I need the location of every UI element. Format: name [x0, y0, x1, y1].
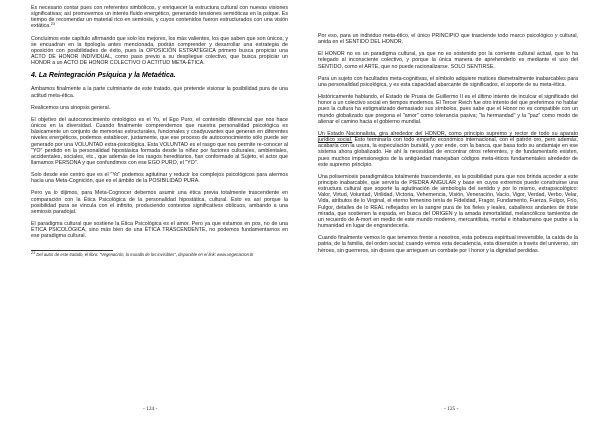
left-page-text [31, 5, 288, 257]
paragraph: Por eso, para un individuo meta-ético, el único PRINCIPIO que trasciende todo marco psicológico y cultural, anida en el SENTIDO DEL HONOR. [318, 33, 578, 46]
paragraph-text: Es necesario contar pues con referentes simbólicos, y enriquecer la estructura cultural con nuevas visiones significativas; así promovemos un interés fluido energético, generando tensiones semióticas en la psique. Es tiempo de recomendar un material rico en semiosis, y cuyos contenidos fueron estructurados con una visión extática. [31, 5, 288, 30]
underlined-sentence: Un Estado Nacionalista, gira alrededor del HONOR, como principio supremo y rector de todo su aparato jurídico social. [318, 130, 578, 144]
paragraph: El paradigma cultural que sostiene la Ética Psicológica es el amor. Pero ya que estamos en pos, no de una ÉTICA PSICOLÓGICA, sino más bien de una ÉTICA TRASCENDENTE, no podemos fundamentarnos en ese paradigma cultural. [31, 221, 288, 240]
footnote-text: Del autor de este tratado, el libro: "Vegenacrón, la muralla de los invisibles", disponible en el link: www.vegenacron.tk [36, 251, 254, 257]
page-number: - 124 - [143, 406, 158, 412]
paragraph [318, 131, 578, 168]
paragraph [31, 5, 288, 30]
paragraph: Ambamos finalmente a la parte culminante de este tratado, que pretende visionar la posibilidad pura de una actitud meta-ética. [31, 86, 288, 99]
paragraph: Históricamente hablando, el Estado de Prusia de Guillermo II es el último intento de inculcar el significado del honor a un colectivo social en tiempos modernos. El Tercer Reich fue otro intento del que preferimos no hablar pues la cultura ha estigmatizado demasiado sus símbolos, pues sabe que el Honor no es compatible con un mundo globalizado que pregona el "amor" como tolerancia pasiva; "la hermandad" y la "paz" como modo de alienar el camino hacia el gobierno mundial. [318, 94, 578, 125]
paragraph: El HONOR no es un paradigma cultural, ya que no es sostenido por la corriente cultural actual, que lo ha relegado al inconsciente colectivo, y porque la única manera de aprehenderlo es mediante el uso del SENTIDO, como el ARTE, que no puede racionalizarse. SOLO SENTIRSE. [318, 51, 578, 70]
paragraph: Pero ya lo dijimos, para Meta-Cognocer debemos asumir una ética previa totalmente trascendente en comparación con la Ética Psicológica de la personalidad hipostática, cultural. Esto es así porque la posibilidad pura se vincula con el infinito, produciendo contextos significativos oblicuos, ambando a una semiosis paradojal. [31, 190, 288, 215]
paragraph: Cuando finalmente vemos lo que tenemos frente a nosotros, esta pobreza espiritual irreversible, la caída de la patria, de la familia, del orden social; cuando vemos esta decadencia, esta disensión a través del universo, sin héroes, sin guerreros, sin dioses que arrieguen un combate por l honor y la dignidad perdidas. [318, 235, 578, 254]
footnote-divider [31, 250, 113, 251]
paragraph: El objetivo del autoconocimiento ontológico es el Yo, el Ego Puro, el contenido diferencial que nos hace únicos en la diversidad. Cuando finalmente comprendemos que nuestra personalidad psicológica es básicamente un conjunto de memorias estructurales, funcionales y coadyuvantes que generan en diferentes niveles energéticos, podemos establecer, justamente, que ese proceso de autoconocimiento sólo puede ser generado por una VOLUNTAD extra-psicológica. Esta VOLUNTAD es el rasgo que nos permite re-conocer al "YO" perdido en la personalidad hipostásica formada desde la niñez por factores culturales, ambientales, accidentales, sociales, etc., que además de los rasgos hereditarios, han conformado al Sujeto, el actor que llamamos PERSONA y que confundimos con ese EGO PURO, el "YO". [31, 116, 288, 166]
paragraph: Una polisemiosis paradigmática totalmente trascendente, es la posibilidad pura que nos brinda acceder a este principio inabarcable, que serviría de PIEDRA ANGULAR y base en cuyos extremos puede construirse una estructura cultural que soporte la aglutinación de simbología del sentido y por lo mismo, extrapsicológico: Valor, Virtud, Voluntad, Virilidad, Victoria, Vehemencia, Visión, Veneración, Vacío, Vigor, Verdad, Verbo, Velar, Vida, atributos de lo Virginal, el eterno femenino tenía de Fidelidad, Fragor, Fundamento, Fuerza, Fulgor, Frío, Fulgor, detalles de lo REAL reflejados en la sangre pura de los fieles y leales, caballeros andantes de triste mirada, que sostienen la espada, en busca del ORIGEN y la amada inmortalidad, melancólicos tamientos de un recuerdo de A-mort en medio de este mundo moderno, mercantilista, mortal e inhabumano que pudre a la humanidad en lugar de engrandecerla. [318, 173, 578, 230]
footnote-reference: 23 [50, 22, 55, 27]
footnote [31, 252, 288, 257]
paragraph-text: Esto terminaría con todo empeño económico internacional, con el patrón oro, pero además, acabaría con la usura, la especulación bursátil, y por ende, con la banca, que basa todo su andamiaje en ese sistema ahora globalizado. He ahí la necesidad de encontrar otros referentes, y de fundamentarlo existen, pues muchos impensionegios de la antigüedad manejaban códigos meta-éticos fundamentales alrededor de este supremo principio. [318, 137, 578, 168]
footnote-marker: 23 [31, 250, 36, 255]
paragraph: Realicemos una sinopsis general. [31, 104, 111, 111]
paragraph: Solo desde ese centro que es el "Yo" podemos agitutinar y reducir los complejos psicológicos para atermos hacia una Meta-Cognición, que es el ámbito de la POSIBILIDAD PURA. [31, 172, 288, 185]
paragraph: Para un sujeto con facultades meta-cognitivas, el símbolo adquiere matices diametralmente inabarcables para una personalidad psicológica, y es esta capacidad abarcante de significados, el soporte de su meta-ética. [318, 75, 578, 88]
section-heading: 4. La Reintegración Psíquica y la Metaética. [31, 72, 176, 80]
right-page [300, 0, 600, 424]
right-page-text [318, 33, 578, 254]
paragraph: Concluimos este capítulo afirmando que solo los mejores, los más valientes, los que saben que son únicos, y se encuadran en la tipología antes mencionada, podrán comprender y desarrollar una estrategia de oposición con posibilidades de éxito, pues la OPOSICIÓN ESTRATEGICA primero busca propiciar una ACTO DE HONOR INDIVIDUAL, como paso previo a su despliegue colectivo, que busca propiciar un HONOR a un ACTO DE HONOR COLECTIVO O ACTITUD META-ÉTICA. [31, 35, 288, 67]
page-number: - 125 - [444, 406, 459, 412]
